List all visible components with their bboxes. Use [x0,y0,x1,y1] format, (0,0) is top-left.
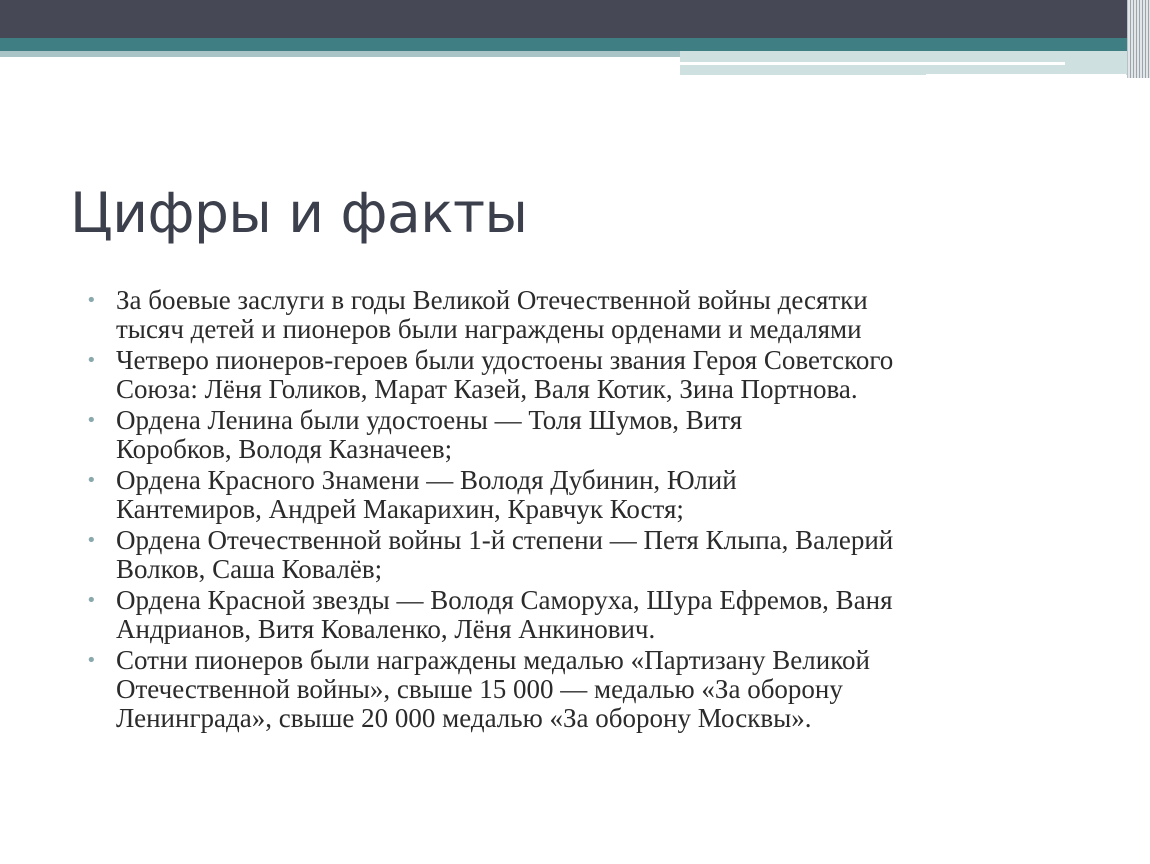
bullet-marker-icon: • [86,290,97,311]
bullet-text-line: Четверо пионеров-героев были удостоены звания Героя Советского [116,345,894,375]
bullet-text-line: Ордена Ленина были удостоены — Толя Шумов, Витя [116,405,743,435]
bullet-text-line: Ордена Красной звезды — Володя Саморуха, Шура Ефремов, Ваня [116,585,893,615]
bullet-text-line: Ленинграда», свыше 20 000 медалью «За оборону Москвы». [116,703,812,733]
bullet-text-line: Отечественной войны», свыше 15 000 — медалью «За оборону [116,674,843,704]
bullet-item [86,406,1086,464]
bullet-marker-icon: • [86,590,97,611]
header-band-right-strip [680,62,1065,65]
bullet-text-line: Кантемиров, Андрей Макарихин, Кравчук Костя; [116,494,684,524]
bullet-text-line: Коробков, Володя Казначеев; [116,434,453,464]
header-band-dark [0,0,1150,40]
header-band-light [0,51,680,57]
bullet-item [86,466,1086,524]
bullet-text-line: Волков, Саша Ковалёв; [116,554,383,584]
bullet-item [86,286,1086,344]
bullet-marker-icon: • [86,350,97,371]
bullet-marker-icon: • [86,470,97,491]
bullet-text-line: Ордена Отечественной войны 1-й степени — Петя Клыпа, Валерий [116,525,894,555]
bullet-text-line: тысяч детей и пионеров были награждены орденами и медалями [116,314,862,344]
bullet-item [86,526,1086,584]
bullet-list [86,286,1086,735]
bullet-text-line: За боевые заслуги в годы Великой Отечественной войны десятки [116,285,868,315]
bullet-marker-icon: • [86,650,97,671]
header-corner-stripes [1128,0,1150,78]
slide-title: Цифры и факты [70,181,528,245]
header-band-teal [0,38,1150,51]
bullet-item [86,346,1086,404]
header-band-right-line [926,74,1126,76]
bullet-text-line: Ордена Красного Знамени — Володя Дубинин, Юлий [116,465,737,495]
bullet-marker-icon: • [86,410,97,431]
bullet-text-line: Союза: Лёня Голиков, Марат Казей, Валя Котик, Зина Портнова. [116,374,858,404]
bullet-marker-icon: • [86,530,97,551]
bullet-item [86,646,1086,733]
bullet-text-line: Сотни пионеров были награждены медалью «Партизану Великой [116,645,870,675]
bullet-item [86,586,1086,644]
bullet-text-line: Андрианов, Витя Коваленко, Лёня Анкинович. [116,614,656,644]
